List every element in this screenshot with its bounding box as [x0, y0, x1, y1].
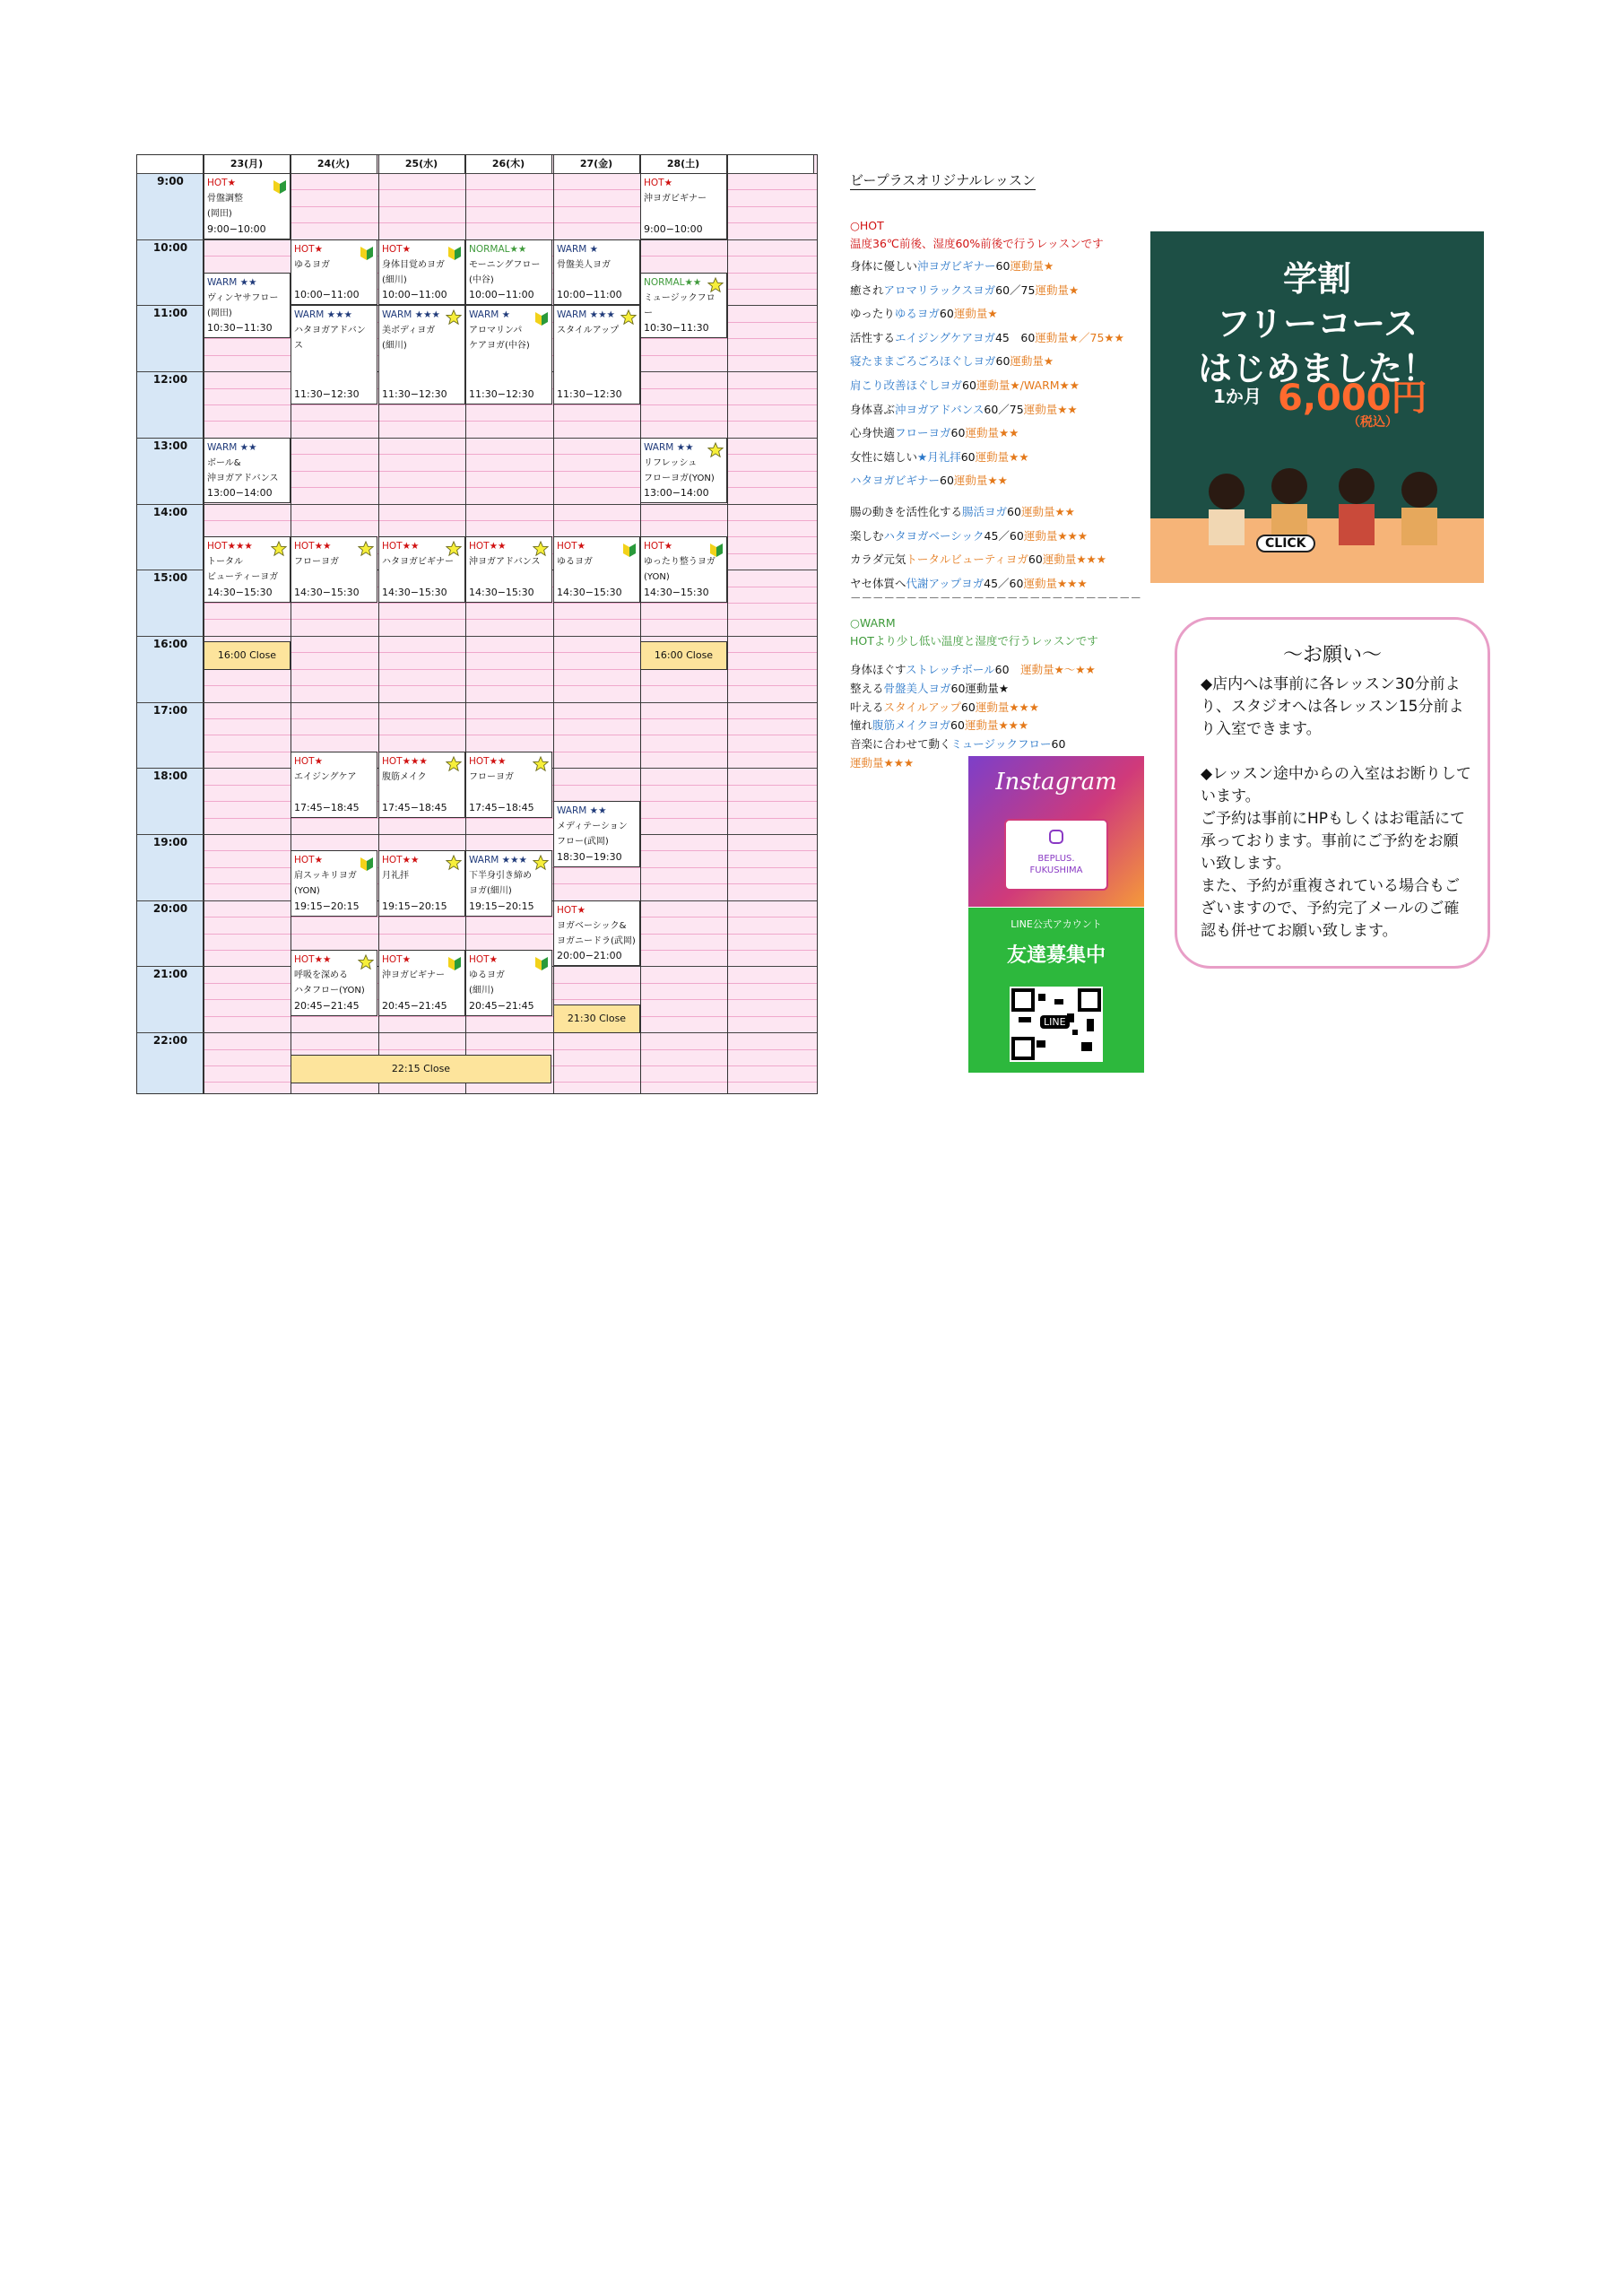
lesson-time: 11:30−12:30: [382, 387, 447, 400]
warm-lesson-item: 憧れ腹筋メイクヨガ60運動量★★★: [850, 718, 1029, 733]
lesson-name: 沖ヨガアドバンス: [469, 557, 541, 568]
lesson-type: HOT★★: [382, 541, 420, 552]
lesson-time: 20:00−21:00: [557, 950, 622, 962]
hot-heading: ○HOT: [850, 219, 884, 232]
lesson-time: 10:30−11:30: [644, 322, 709, 335]
close-notice: 16:00 Close: [640, 641, 727, 670]
warm-lesson-item: 整える骨盤美人ヨガ60運動量★: [850, 681, 1010, 695]
time-label: 10:00: [152, 240, 188, 254]
close-notice: 22:15 Close: [291, 1055, 551, 1083]
lesson-name: ゆったり整うヨガ (YON): [644, 557, 716, 583]
lesson-name: 美ボディヨガ (細川): [382, 326, 436, 352]
hot-lesson-item: 癒されアロマリラックスヨガ60／75運動量★: [850, 283, 1080, 297]
original-lessons-title: ビープラスオリジナルレッスン: [850, 172, 1036, 188]
column-divider: [727, 155, 728, 1093]
hot-lesson-item: 身体に優しい沖ヨガビギナー60運動量★: [850, 259, 1054, 273]
star-icon: [446, 541, 462, 557]
instagram-card[interactable]: [968, 756, 1144, 907]
lesson-card[interactable]: [640, 173, 727, 239]
banner-price: 6,000円: [1278, 378, 1427, 419]
lesson-card[interactable]: [640, 536, 727, 603]
lesson-name: 呼吸を深める ハタフロー(YON): [294, 970, 365, 996]
hot-lesson-item: ゆったりゆるヨガ60運動量★: [850, 307, 998, 321]
hour-line: [137, 504, 817, 505]
lesson-time: 10:00−11:00: [469, 289, 534, 301]
warm-description: HOTより少し低い温度と湿度で行うレッスンです: [850, 634, 1098, 648]
lesson-time: 17:45−18:45: [294, 801, 360, 813]
star-icon: [620, 309, 637, 326]
schedule-grid: [136, 154, 818, 1094]
quarter-line: [204, 603, 817, 604]
warm-lesson-item: 叶えるスタイルアップ60運動量★★★: [850, 700, 1039, 714]
time-column: [137, 155, 204, 1093]
lesson-type: HOT★★★: [382, 755, 428, 767]
star-icon: [446, 855, 462, 871]
lesson-name: ハタヨガアドバンス: [294, 326, 366, 352]
time-label: 22:00: [152, 1034, 188, 1048]
lesson-card[interactable]: [378, 752, 465, 818]
lesson-type: HOT★: [207, 178, 236, 188]
instagram-title: Instagram: [995, 769, 1117, 796]
lesson-type: HOT★: [644, 178, 672, 188]
lesson-time: 10:00−11:00: [294, 289, 360, 301]
beginner-icon: [710, 541, 723, 557]
lesson-time: 11:30−12:30: [469, 387, 534, 400]
header-time-cell: [137, 155, 204, 173]
warm-lesson-item: 音楽に合わせて動くミュージックフロー60: [850, 737, 1066, 752]
lesson-card[interactable]: [553, 239, 640, 306]
time-label: 14:00: [152, 505, 188, 518]
banner-click-button[interactable]: CLICK: [1256, 535, 1315, 552]
lesson-type: HOT★: [644, 541, 672, 552]
banner-headline: 学割 フリーコース はじめました！: [1197, 259, 1436, 388]
lesson-name: 月礼拝: [382, 871, 409, 882]
quarter-line: [204, 1049, 817, 1050]
lesson-time: 10:00−11:00: [382, 289, 447, 301]
lesson-name: トータル ビューティーヨガ: [207, 557, 279, 583]
banner-tax: （税込）: [1348, 415, 1398, 430]
star-icon: [271, 541, 287, 557]
lesson-time: 9:00−10:00: [644, 222, 703, 235]
lesson-name: ゆるヨガ: [557, 557, 593, 568]
lesson-card[interactable]: [291, 305, 377, 404]
lesson-type: WARM ★★★: [557, 309, 615, 321]
lesson-card[interactable]: [465, 850, 552, 917]
lesson-type: NORMAL★★: [644, 276, 702, 288]
quarter-line: [204, 619, 817, 620]
hot-lesson-item: 活性するエイジングケアヨガ45 60運動量★／75★★: [850, 330, 1124, 344]
lesson-time: 11:30−12:30: [557, 387, 622, 400]
day-header: 26(木): [465, 155, 552, 173]
hour-line: [137, 636, 817, 637]
lesson-time: 19:15−20:15: [469, 900, 534, 913]
lesson-name: フローヨガ: [294, 557, 339, 568]
lesson-card[interactable]: [378, 239, 465, 306]
lesson-type: HOT★★★: [207, 541, 253, 552]
lesson-card[interactable]: [465, 536, 552, 603]
hot-lesson-item: 女性に嬉しい★月礼拝60運動量★★: [850, 449, 1029, 464]
hot-lesson-item: 心身快適フローヨガ60運動量★★: [850, 426, 1019, 440]
lesson-card[interactable]: [378, 850, 465, 917]
lesson-time: 10:00−11:00: [557, 289, 622, 301]
request-title: ～お願い～: [1282, 644, 1382, 666]
lesson-type: HOT★: [294, 243, 323, 255]
lesson-time: 17:45−18:45: [382, 801, 447, 813]
star-icon: [446, 756, 462, 772]
lesson-time: 14:30−15:30: [382, 587, 447, 599]
lesson-type: HOT★: [557, 541, 585, 552]
lesson-type: WARM ★★: [644, 441, 694, 453]
lesson-type: HOT★★: [294, 541, 332, 552]
warm-lesson-item: 運動量★★★: [850, 756, 915, 770]
lesson-type: WARM ★: [557, 243, 599, 255]
line-recruit-label: 友達募集中: [1006, 944, 1106, 967]
lesson-card[interactable]: [553, 536, 640, 603]
warm-heading: ○WARM: [850, 616, 896, 630]
lesson-card[interactable]: [291, 239, 377, 306]
beginner-icon: [535, 954, 548, 970]
lesson-name: ボール& 沖ヨガアドバンス: [207, 457, 279, 483]
quarter-line: [204, 421, 817, 422]
lesson-name: ゆるヨガ: [294, 259, 330, 270]
hot-lesson-item: 肩こり改善ほぐしヨガ60運動量★/WARM★★: [850, 378, 1080, 392]
beginner-icon: [535, 309, 548, 326]
request-body: ◆店内へは事前に各レッスン30分前より、スタジオへは各レッスン15分前より入室できます。 ◆レッスン途中からの入室はお断りしています。 ご予約は事前にHPもしくはお電話にて承っております。事前にご予約をお願い致します。 また、予約が重複されている場合もございますので、予約完了メールのご確認も併せてお願い致します。: [1201, 675, 1471, 940]
lesson-name: アロマリンパ ケアヨガ(中谷): [469, 326, 530, 352]
lesson-time: 9:00−10:00: [207, 222, 266, 235]
lesson-time: 13:00−14:00: [644, 487, 709, 500]
lesson-name: リフレッシュ フローヨガ(YON): [644, 457, 715, 483]
hour-line: [137, 834, 817, 835]
lesson-type: HOT★: [294, 755, 323, 767]
lesson-name: ハタヨガビギナー: [382, 557, 454, 568]
lesson-card[interactable]: [640, 273, 727, 339]
qr-line-label: LINE: [1040, 1015, 1070, 1029]
lesson-type: HOT★★: [469, 541, 507, 552]
lesson-card[interactable]: [204, 536, 291, 603]
hot-lesson-item: 楽しむハタヨガベーシック45／60運動量★★★: [850, 528, 1088, 543]
lesson-name: 骨盤調整 (岡田): [207, 194, 243, 219]
hour-line: [137, 1032, 817, 1033]
time-label: 20:00: [152, 901, 188, 915]
lesson-card[interactable]: [465, 239, 552, 306]
lesson-name: ヴィンヤサフロー (岡田): [207, 292, 279, 318]
lesson-card[interactable]: [465, 950, 552, 1016]
time-label: 17:00: [152, 703, 188, 717]
lesson-time: 10:30−11:30: [207, 322, 273, 335]
lesson-type: WARM ★★: [557, 805, 607, 817]
hot-description: 温度36℃前後、湿度60%前後で行うレッスンです: [850, 237, 1104, 250]
star-icon: [533, 541, 549, 557]
hot-lesson-item: ハタヨガビギナー60運動量★★: [850, 474, 1008, 488]
hot-lesson-item: 寝たままごろごろほぐしヨガ60運動量★: [850, 354, 1054, 369]
lesson-type: HOT★: [469, 953, 498, 965]
divider-dashes: －－－－－－－－－－－－－－－－－－－－－－－－－－: [850, 591, 1142, 604]
line-qr-code[interactable]: [1010, 987, 1103, 1062]
beginner-icon: [360, 855, 373, 871]
lesson-time: 19:15−20:15: [294, 900, 360, 913]
quarter-line: [204, 520, 817, 521]
day-header: 27(金): [553, 155, 640, 173]
star-icon: [533, 756, 549, 772]
lesson-card[interactable]: [465, 752, 552, 818]
time-label: 12:00: [152, 373, 188, 387]
quarter-line: [204, 917, 817, 918]
line-card[interactable]: [968, 908, 1144, 1073]
lesson-name: メディテーション フロー(武岡): [557, 822, 628, 848]
lesson-type: HOT★: [382, 953, 411, 965]
quarter-line: [204, 718, 817, 719]
line-official-label: LINE公式アカウント: [1010, 918, 1102, 930]
time-label: 16:00: [152, 637, 188, 650]
lesson-name: 沖ヨガビギナー: [644, 194, 707, 204]
lesson-card[interactable]: [553, 305, 640, 404]
lesson-name: モーニングフロー (中谷): [469, 259, 541, 285]
lesson-time: 18:30−19:30: [557, 850, 622, 863]
lesson-time: 20:45−21:45: [469, 999, 534, 1012]
lesson-card[interactable]: [291, 536, 377, 603]
time-label: 11:00: [152, 307, 188, 320]
star-icon: [446, 309, 462, 326]
quarter-line: [204, 1016, 817, 1017]
star-icon: [533, 855, 549, 871]
hot-lesson-item: ヤセ体質へ代謝アップヨガ45／60運動量★★★: [850, 576, 1088, 590]
lesson-name: 身体目覚めヨガ (細川): [382, 259, 445, 285]
lesson-name: スタイルアップ: [557, 326, 620, 336]
hot-lesson-item: 腸の動きを活性化する腸活ヨガ60運動量★★: [850, 505, 1075, 518]
lesson-time: 13:00−14:00: [207, 487, 273, 500]
instagram-icon: [1049, 830, 1063, 844]
lesson-name: 骨盤美人ヨガ: [557, 259, 611, 270]
lesson-time: 11:30−12:30: [294, 387, 360, 400]
quarter-line: [204, 685, 817, 686]
star-icon: [358, 954, 374, 970]
lesson-name: 肩スッキリヨガ (YON): [294, 871, 357, 897]
banner-price-label: 1か月: [1213, 386, 1262, 407]
close-notice: 21:30 Close: [553, 1004, 640, 1033]
lesson-card[interactable]: [553, 900, 640, 967]
time-label: 21:00: [152, 968, 188, 981]
lesson-name: ミュージックフロー: [644, 292, 716, 318]
lesson-time: 17:45−18:45: [469, 801, 534, 813]
lesson-type: WARM ★★★: [469, 855, 527, 866]
quarter-line: [204, 934, 817, 935]
lesson-type: HOT★★: [294, 953, 332, 965]
beginner-icon: [448, 244, 461, 260]
hot-lesson-item: 身体喜ぶ沖ヨガアドバンス60／75運動量★★: [850, 402, 1078, 416]
lesson-name: フローヨガ: [469, 771, 514, 782]
lesson-type: HOT★: [382, 243, 411, 255]
lesson-time: 20:45−21:45: [382, 999, 447, 1012]
lesson-type: HOT★★: [382, 855, 420, 866]
quarter-line: [204, 818, 817, 819]
lesson-time: 14:30−15:30: [469, 587, 534, 599]
lesson-name: 下半身引き締め ヨガ(細川): [469, 871, 532, 897]
lesson-name: ゆるヨガ (細川): [469, 970, 505, 996]
star-icon: [358, 541, 374, 557]
lesson-type: WARM ★★★: [382, 309, 440, 321]
day-header: [727, 155, 814, 173]
beginner-icon: [623, 541, 636, 557]
lesson-type: WARM ★★: [207, 441, 257, 453]
time-label: 13:00: [152, 439, 188, 452]
close-notice: 16:00 Close: [204, 641, 291, 670]
beginner-icon: [360, 244, 373, 260]
lesson-type: HOT★: [557, 904, 585, 916]
time-label: 19:00: [152, 836, 188, 848]
lesson-card[interactable]: [378, 950, 465, 1016]
lesson-name: ヨガベーシック& ヨガニードラ(武岡): [557, 920, 636, 946]
lesson-time: 20:45−21:45: [294, 999, 360, 1012]
time-label: 18:00: [152, 770, 188, 783]
day-header: 25(水): [378, 155, 465, 173]
lesson-card[interactable]: [640, 438, 727, 504]
time-label: 15:00: [152, 571, 188, 585]
lesson-card[interactable]: [204, 273, 291, 339]
lesson-card[interactable]: [291, 950, 377, 1016]
star-icon: [707, 442, 724, 458]
day-header: 28(土): [640, 155, 727, 173]
student-free-course-banner[interactable]: [1150, 231, 1484, 583]
hot-lesson-item: カラダ元気トータルビューティヨガ60運動量★★★: [850, 552, 1106, 567]
lesson-type: HOT★★: [469, 755, 507, 767]
lesson-type: HOT★: [294, 855, 323, 866]
lesson-type: NORMAL★★: [469, 243, 527, 255]
lesson-type: WARM ★: [469, 309, 511, 321]
lesson-type: WARM ★★: [207, 276, 257, 288]
lesson-card[interactable]: [465, 305, 552, 404]
lesson-name: 沖ヨガビギナー: [382, 970, 445, 980]
lesson-card[interactable]: [291, 752, 377, 818]
lesson-name: 腹筋メイク: [382, 771, 427, 782]
hour-line: [137, 702, 817, 703]
quarter-line: [204, 404, 817, 405]
warm-lesson-item: 身体ほぐすストレッチボール60 運動量★～★★: [850, 663, 1096, 676]
lesson-time: 14:30−15:30: [557, 587, 622, 599]
lesson-card[interactable]: [204, 173, 291, 239]
students-illustration: [1186, 456, 1455, 545]
lesson-time: 14:30−15:30: [294, 587, 360, 599]
beginner-icon: [448, 954, 461, 970]
lesson-time: 19:15−20:15: [382, 900, 447, 913]
instagram-account: BEPLUS. FUKUSHIMA: [1004, 819, 1108, 891]
day-header: 23(月): [204, 155, 291, 173]
lesson-card[interactable]: [378, 536, 465, 603]
lesson-time: 14:30−15:30: [207, 587, 273, 599]
day-header: 24(火): [291, 155, 377, 173]
time-label: 9:00: [157, 175, 184, 187]
request-box: [1175, 617, 1490, 969]
lesson-type: WARM ★★★: [294, 309, 352, 321]
lesson-time: 14:30−15:30: [644, 587, 709, 599]
star-icon: [707, 277, 724, 293]
lesson-card[interactable]: [378, 305, 465, 404]
lesson-card[interactable]: [553, 801, 640, 867]
lesson-card[interactable]: [204, 438, 291, 504]
lesson-name: エイジングケア: [294, 771, 357, 782]
lesson-card[interactable]: [291, 850, 377, 917]
beginner-icon: [273, 178, 286, 194]
